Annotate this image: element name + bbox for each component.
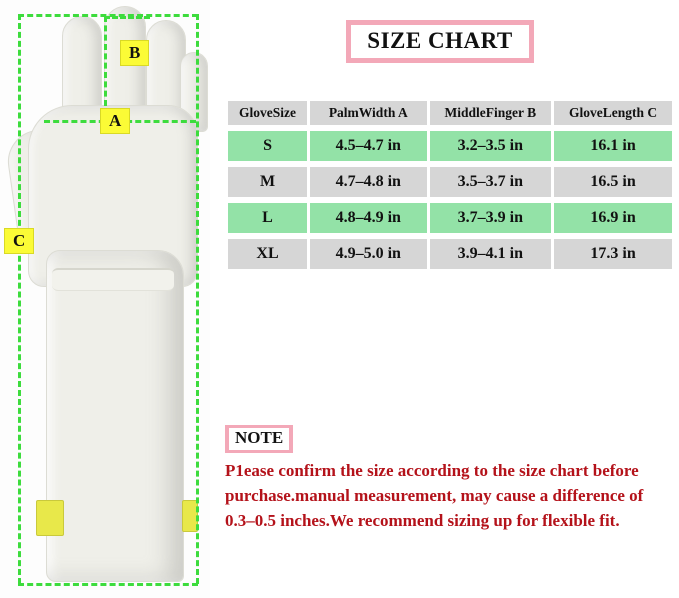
guide-line-bottom	[18, 583, 198, 586]
product-photo-panel	[0, 0, 210, 598]
cell-palm-width: 4.9–5.0 in	[310, 239, 426, 269]
marker-c: C	[4, 228, 34, 254]
table-row	[228, 167, 672, 197]
cell-glove-length: 16.5 in	[554, 167, 672, 197]
cell-middle-finger: 3.9–4.1 in	[430, 239, 552, 269]
guide-line-finger-left	[104, 16, 107, 106]
size-chart-content	[213, 0, 679, 598]
cell-palm-width: 4.7–4.8 in	[310, 167, 426, 197]
page-title: SIZE CHART	[350, 24, 530, 59]
note-label-frame	[225, 425, 293, 453]
cell-glove-length: 17.3 in	[554, 239, 672, 269]
cell-glove-length: 16.1 in	[554, 131, 672, 161]
table-row	[228, 131, 672, 161]
cell-middle-finger: 3.7–3.9 in	[430, 203, 552, 233]
cell-middle-finger: 3.5–3.7 in	[430, 167, 552, 197]
glove-cuff	[46, 250, 184, 582]
table-row	[228, 239, 672, 269]
guide-line-finger-top	[104, 16, 150, 19]
note-label: NOTE	[228, 427, 290, 451]
guide-line-right	[196, 14, 199, 584]
cell-middle-finger: 3.2–3.5 in	[430, 131, 552, 161]
cell-size: L	[228, 203, 307, 233]
table-row	[228, 203, 672, 233]
guide-line-left	[18, 14, 21, 584]
size-table	[225, 95, 675, 275]
glove-cuff-seam	[52, 268, 174, 291]
column-header-middle-finger: MiddleFinger B	[430, 101, 552, 125]
cell-size: M	[228, 167, 307, 197]
marker-b: B	[120, 40, 149, 66]
cell-size: XL	[228, 239, 307, 269]
marker-a: A	[100, 108, 130, 134]
column-header-glove-length: GloveLength C	[554, 101, 672, 125]
cell-palm-width: 4.5–4.7 in	[310, 131, 426, 161]
cell-palm-width: 4.8–4.9 in	[310, 203, 426, 233]
column-header-glove-size: GloveSize	[228, 101, 307, 125]
cell-glove-length: 16.9 in	[554, 203, 672, 233]
size-chart-title-frame	[346, 20, 534, 63]
table-header-row	[228, 101, 672, 125]
glove-strap-left	[36, 500, 64, 536]
note-text: P1ease confirm the size according to the size chart before purchase.manual measurement, may cause a difference of 0.3–0.5 inches.We recommend sizing up for flexible fit.	[225, 461, 644, 530]
cell-size: S	[228, 131, 307, 161]
column-header-palm-width: PalmWidth A	[310, 101, 426, 125]
